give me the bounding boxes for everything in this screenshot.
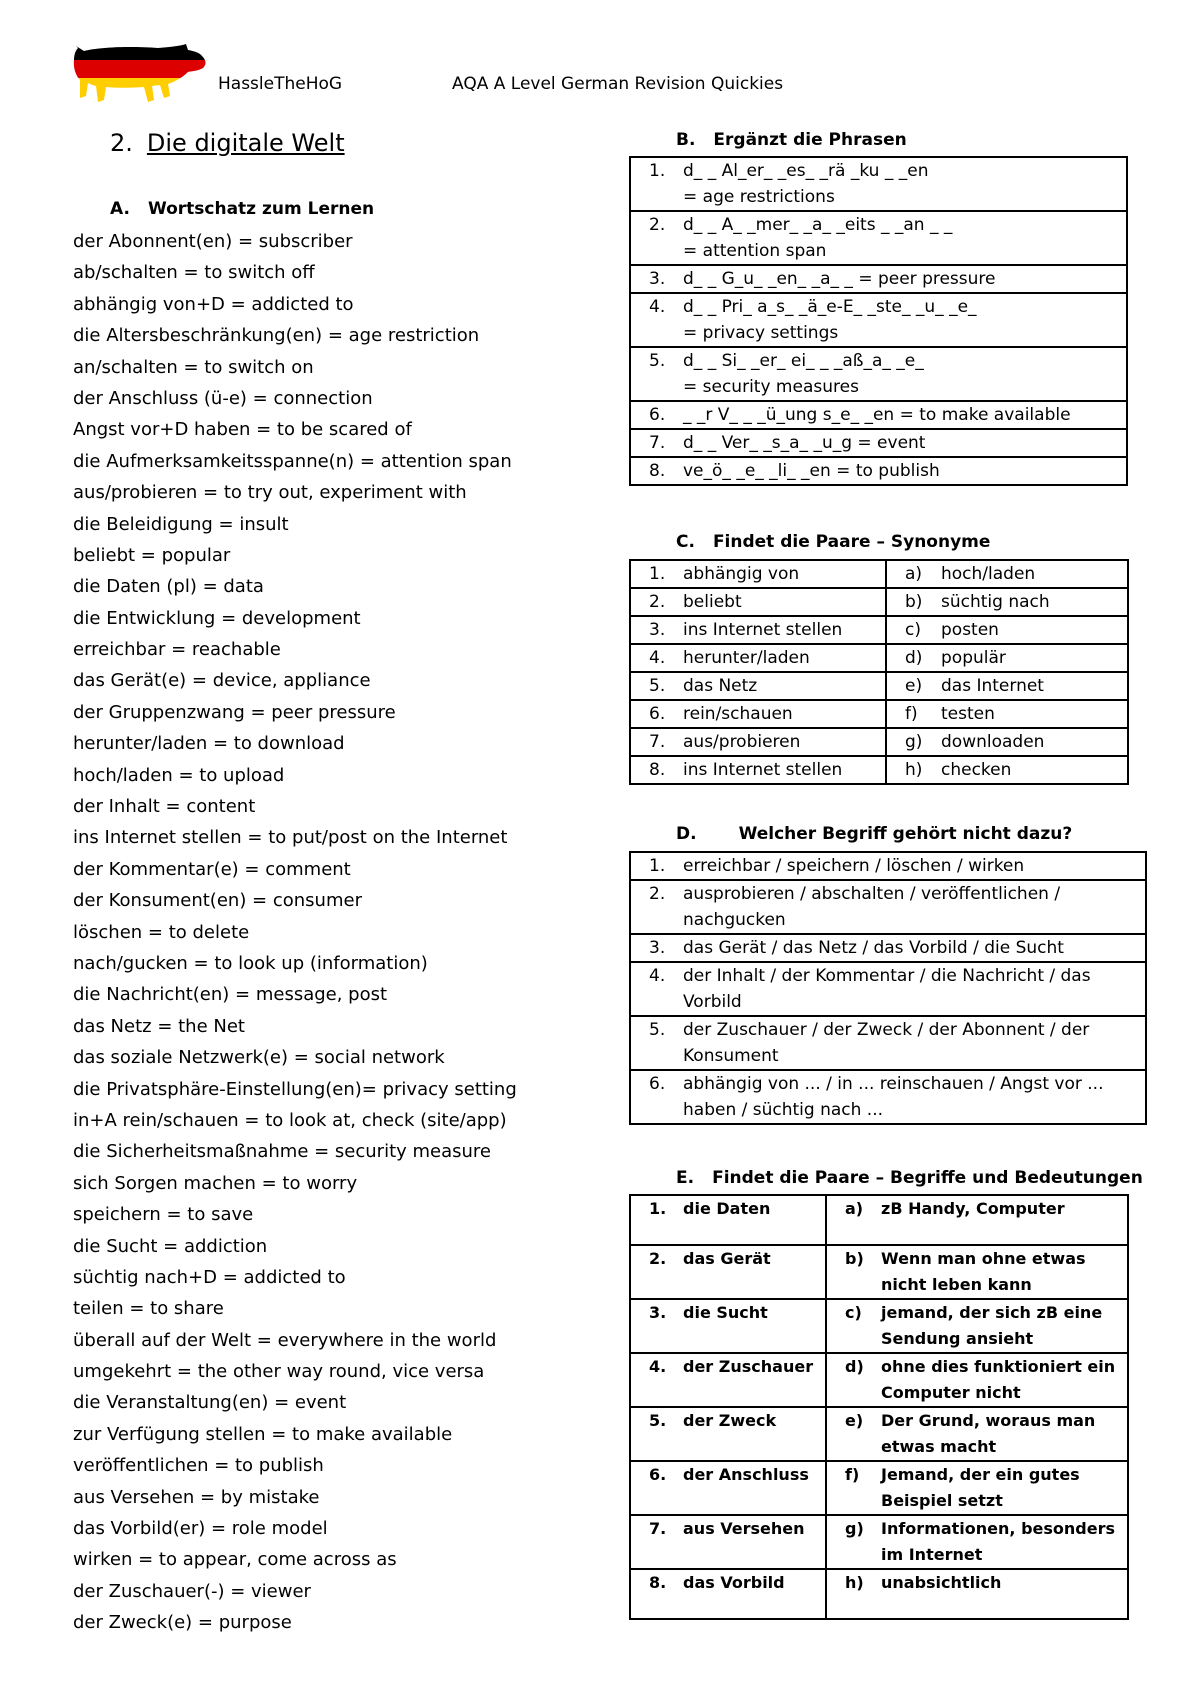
- item-letter: f): [905, 704, 918, 724]
- vocabulary-list: [73, 226, 517, 1639]
- vocab-item: an/schalten = to switch on: [73, 356, 314, 378]
- table-row: [630, 1299, 1128, 1353]
- gap-phrase: d_ _ G_u_ _en_ _a_ _ = peer pressure: [683, 269, 996, 289]
- table-cell: [630, 880, 1146, 934]
- item-letter: e): [905, 676, 923, 696]
- table-cell: [630, 347, 1127, 401]
- right-term: hoch/laden: [941, 564, 1036, 584]
- table-row: [630, 1353, 1128, 1407]
- left-term: abhängig von: [683, 564, 800, 584]
- german-flag-pig-logo: [70, 38, 210, 110]
- table-cell: [826, 1245, 1128, 1299]
- gap-fill-table: [629, 156, 1128, 486]
- term: der Anschluss: [683, 1465, 809, 1484]
- right-term: posten: [941, 620, 999, 640]
- vocab-item: überall auf der Welt = everywhere in the world: [73, 1329, 497, 1351]
- vocab-item: umgekehrt = the other way round, vice versa: [73, 1361, 485, 1383]
- right-term: checken: [941, 760, 1012, 780]
- item-number: 6.: [649, 704, 666, 724]
- table-cell: [630, 616, 886, 644]
- word-group: das Gerät / das Netz / das Vorbild / die Sucht: [683, 938, 1064, 958]
- item-number: 1.: [649, 564, 666, 584]
- term: die Daten: [683, 1199, 771, 1218]
- item-number: 5.: [649, 351, 666, 371]
- item-number: 4.: [649, 297, 666, 317]
- vocab-item: das Gerät(e) = device, appliance: [73, 670, 371, 692]
- item-number: 7.: [649, 732, 666, 752]
- word-group: ausprobieren / abschalten / veröffentlichen /: [683, 884, 1061, 904]
- item-letter: e): [845, 1411, 864, 1430]
- vocab-item: der Zweck(e) = purpose: [73, 1612, 292, 1634]
- table-row: [630, 1070, 1146, 1124]
- table-cell: [630, 1299, 826, 1353]
- definition-continued: im Internet: [881, 1545, 983, 1564]
- item-number: 4.: [649, 966, 666, 986]
- left-term: herunter/laden: [683, 648, 810, 668]
- gap-phrase: d_ _ Pri_ a_s_ _ä_e-E_ _ste_ _u_ _e_: [683, 297, 977, 317]
- vocab-item: abhängig von+D = addicted to: [73, 293, 354, 315]
- table-cell: [826, 1515, 1128, 1569]
- section-b-heading: [676, 130, 907, 150]
- vocab-item: wirken = to appear, come across as: [73, 1549, 397, 1571]
- table-cell: [630, 457, 1127, 485]
- table-row: [630, 962, 1146, 1016]
- item-letter: g): [905, 732, 923, 752]
- table-cell: [630, 401, 1127, 429]
- vocab-item: die Privatsphäre-Einstellung(en)= privacy setting: [73, 1078, 517, 1100]
- table-cell: [630, 1016, 1146, 1070]
- item-number: 2.: [649, 884, 666, 904]
- definition: Wenn man ohne etwas: [881, 1249, 1086, 1268]
- vocab-item: veröffentlichen = to publish: [73, 1455, 324, 1477]
- vocab-item: der Zuschauer(-) = viewer: [73, 1580, 311, 1602]
- section-a-heading: [110, 199, 374, 219]
- vocab-item: teilen = to share: [73, 1298, 224, 1320]
- section-letter: E.: [676, 1168, 695, 1188]
- table-row: [630, 1407, 1128, 1461]
- vocab-item: die Daten (pl) = data: [73, 576, 264, 598]
- section-letter: B.: [676, 130, 696, 150]
- vocab-item: der Inhalt = content: [73, 796, 256, 818]
- table-cell: [630, 962, 1146, 1016]
- item-letter: h): [845, 1573, 864, 1592]
- section-title: Findet die Paare – Synonyme: [712, 532, 991, 552]
- table-cell: [630, 644, 886, 672]
- vocab-item: nach/gucken = to look up (information): [73, 952, 428, 974]
- table-cell: [630, 211, 1127, 265]
- table-cell: [630, 1461, 826, 1515]
- table-cell: [886, 700, 1128, 728]
- table-row: [630, 852, 1146, 880]
- vocab-item: der Anschluss (ü-e) = connection: [73, 387, 373, 409]
- vocab-item: zur Verfügung stellen = to make available: [73, 1423, 453, 1445]
- table-cell: [886, 588, 1128, 616]
- right-term: süchtig nach: [941, 592, 1050, 612]
- section-e-heading: [676, 1168, 1143, 1188]
- table-cell: [826, 1407, 1128, 1461]
- section-title: Findet die Paare – Begriffe und Bedeutungen: [712, 1168, 1143, 1188]
- word-group-continued: haben / süchtig nach ...: [683, 1100, 884, 1120]
- word-group: der Inhalt / der Kommentar / die Nachricht / das: [683, 966, 1091, 986]
- item-number: 1.: [649, 161, 666, 181]
- item-number: 2.: [649, 215, 666, 235]
- term: der Zuschauer: [683, 1357, 814, 1376]
- vocab-item: die Veranstaltung(en) = event: [73, 1392, 347, 1414]
- table-cell: [630, 1569, 826, 1619]
- unit-number: 2.: [110, 129, 133, 157]
- item-number: 7.: [649, 1519, 667, 1538]
- item-number: 6.: [649, 405, 666, 425]
- unit-heading: [110, 129, 345, 157]
- vocab-item: die Sicherheitsmaßnahme = security measure: [73, 1141, 492, 1163]
- definition-continued: Sendung ansieht: [881, 1329, 1034, 1348]
- word-group-continued: Vorbild: [683, 992, 742, 1012]
- table-row: [630, 457, 1127, 485]
- table-row: [630, 588, 1128, 616]
- item-number: 4.: [649, 648, 666, 668]
- table-cell: [630, 672, 886, 700]
- left-term: aus/probieren: [683, 732, 801, 752]
- item-letter: b): [845, 1249, 864, 1268]
- table-cell: [630, 1353, 826, 1407]
- vocab-item: hoch/laden = to upload: [73, 764, 285, 786]
- vocab-item: in+A rein/schauen = to look at, check (site/app): [73, 1109, 507, 1131]
- vocab-item: der Konsument(en) = consumer: [73, 890, 362, 912]
- definition: unabsichtlich: [881, 1573, 1002, 1592]
- item-letter: d): [845, 1357, 864, 1376]
- section-title: Welcher Begriff gehört nicht dazu?: [738, 824, 1073, 844]
- item-number: 7.: [649, 433, 666, 453]
- word-group: der Zuschauer / der Zweck / der Abonnent / der: [683, 1020, 1090, 1040]
- definition-continued: etwas macht: [881, 1437, 997, 1456]
- item-letter: d): [905, 648, 923, 668]
- item-number: 8.: [649, 760, 666, 780]
- table-cell: [826, 1195, 1128, 1245]
- item-letter: c): [905, 620, 921, 640]
- vocab-item: sich Sorgen machen = to worry: [73, 1172, 358, 1194]
- vocab-item: das soziale Netzwerk(e) = social network: [73, 1047, 445, 1069]
- definition: Jemand, der ein gutes: [881, 1465, 1080, 1484]
- gap-phrase: _ _r V_ _ _ü_ung s_e_ _en = to make available: [683, 405, 1071, 425]
- table-cell: [630, 756, 886, 784]
- item-number: 6.: [649, 1074, 666, 1094]
- word-group-continued: Konsument: [683, 1046, 779, 1066]
- table-cell: [886, 560, 1128, 588]
- vocab-item: die Aufmerksamkeitsspanne(n) = attention span: [73, 450, 512, 472]
- table-cell: [630, 700, 886, 728]
- left-term: ins Internet stellen: [683, 760, 843, 780]
- term: das Gerät: [683, 1249, 771, 1268]
- vocab-item: speichern = to save: [73, 1204, 254, 1226]
- table-cell: [630, 1245, 826, 1299]
- table-row: [630, 728, 1128, 756]
- table-row: [630, 293, 1127, 347]
- synonym-pairs-table: [629, 559, 1129, 785]
- right-term: downloaden: [941, 732, 1045, 752]
- table-cell: [886, 672, 1128, 700]
- table-row: [630, 1195, 1128, 1245]
- left-term: ins Internet stellen: [683, 620, 843, 640]
- table-row: [630, 880, 1146, 934]
- section-title: Ergänzt die Phrasen: [713, 130, 907, 150]
- document-title: AQA A Level German Revision Quickies: [452, 74, 784, 94]
- item-number: 2.: [649, 1249, 667, 1268]
- item-letter: f): [845, 1465, 860, 1484]
- section-c-heading: [676, 532, 990, 552]
- definition-continued: nicht leben kann: [881, 1275, 1032, 1294]
- item-number: 5.: [649, 1020, 666, 1040]
- item-letter: c): [845, 1303, 862, 1322]
- table-row: [630, 644, 1128, 672]
- definition: zB Handy, Computer: [881, 1199, 1065, 1218]
- vocab-item: der Abonnent(en) = subscriber: [73, 231, 353, 252]
- word-group: abhängig von ... / in ... reinschauen / Angst vor ...: [683, 1074, 1104, 1094]
- term: aus Versehen: [683, 1519, 805, 1538]
- table-row: [630, 1569, 1128, 1619]
- table-cell: [826, 1299, 1128, 1353]
- definitions-pairs-table: [629, 1194, 1129, 1620]
- vocab-item: beliebt = popular: [73, 544, 231, 566]
- item-number: 1.: [649, 1199, 667, 1218]
- item-letter: a): [905, 564, 923, 584]
- vocab-item: die Beleidigung = insult: [73, 513, 289, 535]
- table-cell: [886, 644, 1128, 672]
- gap-phrase: d_ _ Al_er_ _es_ _rä _ku _ _en: [683, 161, 929, 181]
- table-cell: [630, 852, 1146, 880]
- table-row: [630, 1016, 1146, 1070]
- item-number: 3.: [649, 269, 666, 289]
- left-term: rein/schauen: [683, 704, 793, 724]
- gap-phrase: d_ _ Si_ _er_ ei_ _ _aß_a_ _e_: [683, 351, 924, 371]
- table-row: [630, 1515, 1128, 1569]
- vocab-item: das Vorbild(er) = role model: [73, 1518, 328, 1540]
- item-number: 3.: [649, 938, 666, 958]
- item-number: 3.: [649, 1303, 667, 1322]
- definition: Der Grund, woraus man: [881, 1411, 1096, 1430]
- item-number: 8.: [649, 1573, 667, 1592]
- table-cell: [630, 1515, 826, 1569]
- item-letter: a): [845, 1199, 864, 1218]
- vocab-item: ins Internet stellen = to put/post on the Internet: [73, 827, 508, 849]
- table-cell: [630, 429, 1127, 457]
- vocab-item: Angst vor+D haben = to be scared of: [73, 419, 412, 441]
- vocab-item: der Gruppenzwang = peer pressure: [73, 701, 396, 723]
- table-row: [630, 429, 1127, 457]
- table-cell: [630, 560, 886, 588]
- item-number: 2.: [649, 592, 666, 612]
- table-row: [630, 756, 1128, 784]
- section-letter: C.: [676, 532, 695, 552]
- table-row: [630, 616, 1128, 644]
- right-term: populär: [941, 648, 1006, 668]
- vocab-item: das Netz = the Net: [73, 1015, 245, 1037]
- table-cell: [630, 1070, 1146, 1124]
- section-title: Wortschatz zum Lernen: [147, 199, 375, 219]
- table-cell: [826, 1353, 1128, 1407]
- vocab-item: aus/probieren = to try out, experiment with: [73, 482, 467, 504]
- definition: Informationen, besonders: [881, 1519, 1115, 1538]
- table-cell: [826, 1461, 1128, 1515]
- vocab-item: erreichbar = reachable: [73, 639, 281, 661]
- item-letter: g): [845, 1519, 864, 1538]
- gap-phrase: d_ _ A_ _mer_ _a_ _eits _ _an _ _: [683, 215, 953, 235]
- table-row: [630, 934, 1146, 962]
- phrase-meaning: = security measures: [683, 377, 859, 397]
- vocab-item: die Altersbeschränkung(en) = age restriction: [73, 325, 480, 347]
- phrase-meaning: = attention span: [683, 241, 827, 261]
- table-row: [630, 672, 1128, 700]
- gap-phrase: ve_ö_ _e_ _li_ _en = to publish: [683, 461, 940, 481]
- section-letter: D.: [676, 824, 697, 844]
- vocab-item: die Sucht = addiction: [73, 1235, 268, 1257]
- vocab-item: ab/schalten = to switch off: [73, 262, 315, 284]
- phrase-meaning: = privacy settings: [683, 323, 839, 343]
- vocab-item: die Nachricht(en) = message, post: [73, 984, 388, 1006]
- item-number: 5.: [649, 676, 666, 696]
- vocab-item: die Entwicklung = development: [73, 607, 361, 629]
- definition-continued: Beispiel setzt: [881, 1491, 1003, 1510]
- table-row: [630, 347, 1127, 401]
- item-letter: b): [905, 592, 923, 612]
- term: der Zweck: [683, 1411, 777, 1430]
- section-letter: A.: [110, 199, 130, 219]
- table-cell: [630, 293, 1127, 347]
- odd-one-out-table: [629, 851, 1147, 1125]
- table-cell: [886, 616, 1128, 644]
- table-cell: [630, 728, 886, 756]
- table-row: [630, 700, 1128, 728]
- table-cell: [630, 934, 1146, 962]
- table-cell: [826, 1569, 1128, 1619]
- left-term: beliebt: [683, 592, 742, 612]
- table-cell: [630, 588, 886, 616]
- table-cell: [630, 1195, 826, 1245]
- item-number: 6.: [649, 1465, 667, 1484]
- phrase-meaning: = age restrictions: [683, 187, 835, 207]
- table-cell: [630, 1407, 826, 1461]
- table-cell: [886, 756, 1128, 784]
- table-row: [630, 560, 1128, 588]
- definition: jemand, der sich zB eine: [881, 1303, 1103, 1322]
- item-number: 5.: [649, 1411, 667, 1430]
- unit-title: Die digitale Welt: [146, 129, 345, 157]
- vocab-item: süchtig nach+D = addicted to: [73, 1266, 346, 1288]
- section-d-heading: [676, 824, 1072, 844]
- definition: ohne dies funktioniert ein: [881, 1357, 1116, 1376]
- item-letter: h): [905, 760, 923, 780]
- left-term: das Netz: [683, 676, 758, 696]
- table-cell: [886, 728, 1128, 756]
- gap-phrase: d_ _ Ver_ _s_a_ _u_g = event: [683, 433, 926, 453]
- author-name: HassleTheHoG: [218, 74, 343, 94]
- word-group-continued: nachgucken: [683, 910, 786, 930]
- table-cell: [630, 265, 1127, 293]
- vocab-item: der Kommentar(e) = comment: [73, 858, 351, 880]
- table-row: [630, 157, 1127, 211]
- table-row: [630, 1461, 1128, 1515]
- item-number: 3.: [649, 620, 666, 640]
- term: das Vorbild: [683, 1573, 785, 1592]
- right-term: testen: [941, 704, 995, 724]
- table-row: [630, 1245, 1128, 1299]
- term: die Sucht: [683, 1303, 768, 1322]
- table-cell: [630, 157, 1127, 211]
- item-number: 1.: [649, 856, 666, 876]
- vocab-item: herunter/laden = to download: [73, 733, 345, 755]
- right-term: das Internet: [941, 676, 1044, 696]
- table-row: [630, 265, 1127, 293]
- definition-continued: Computer nicht: [881, 1383, 1021, 1402]
- vocab-item: aus Versehen = by mistake: [73, 1486, 320, 1508]
- table-row: [630, 401, 1127, 429]
- item-number: 8.: [649, 461, 666, 481]
- word-group: erreichbar / speichern / löschen / wirken: [683, 856, 1025, 876]
- item-number: 4.: [649, 1357, 667, 1376]
- table-row: [630, 211, 1127, 265]
- vocab-item: löschen = to delete: [73, 921, 250, 943]
